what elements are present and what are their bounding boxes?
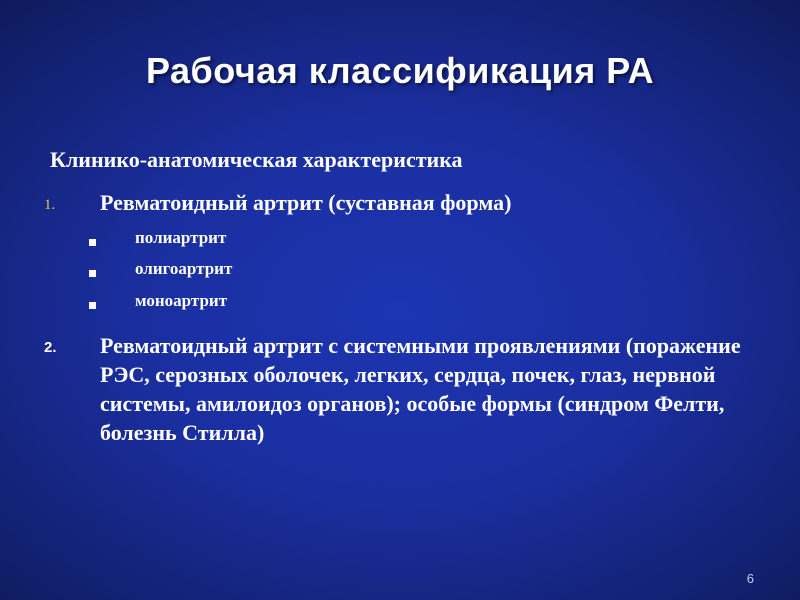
page-number: 6 bbox=[746, 571, 754, 586]
list-item-2: Ревматоидный артрит с системными проявлениями (поражение РЭС, серозных оболочек, легких, сердца, почек, глаз, нервной системы, амилоидоз органов); особые формы (синдром Фелти, болезнь Стилла) bbox=[100, 333, 741, 445]
slide-subtitle: Клинико-анатомическая характеристика bbox=[50, 147, 463, 172]
sub-item-oligoarthritis: олигоартрит bbox=[135, 259, 233, 278]
list-item-1: Ревматоидный артрит (суставная форма) bbox=[100, 190, 512, 215]
list-number-2: 2. bbox=[44, 339, 57, 356]
sub-item-polyarthritis: полиартрит bbox=[135, 228, 227, 247]
square-bullet-icon bbox=[89, 302, 96, 309]
list-number-1: 1. bbox=[44, 197, 56, 213]
sub-item-monoarthritis: моноартрит bbox=[135, 291, 228, 310]
slide-title: Рабочая классификация РА bbox=[145, 50, 655, 91]
square-bullet-icon bbox=[89, 239, 96, 246]
square-bullet-icon bbox=[89, 270, 96, 277]
